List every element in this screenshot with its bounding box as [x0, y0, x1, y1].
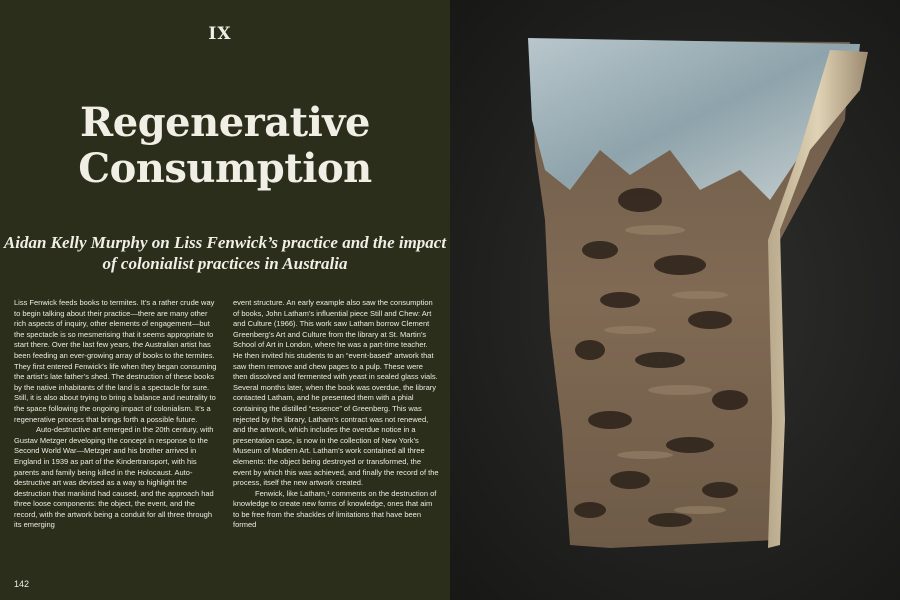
article-subtitle: Aidan Kelly Murphy on Liss Fenwick’s practice and the impact of colonialist practices in Australia: [3, 233, 447, 273]
article-title: Regenerative Consumption: [78, 99, 372, 192]
body-text: [14, 298, 439, 573]
paragraph: event structure. An early example also saw the consumption of books, John Latham’s influential piece Still and Chew: Art and Culture (1966). This work saw Latham borrow Clement Greenberg’s Art and Culture from the library at St. Martin’s School of Art in London, where he was a part-time teacher. He then invited his students to an “event-based” artwork that saw them remove and chew pages to a pulp. These were then dissolved and fermented with yeast in sealed glass vials. Several months later, when the book was overdue, the library contacted Latham, and he presented them with a phial containing the distilled “essence” of Greenberg. This was rejected by the library, Latham’s contract was not renewed, and the artwork, which includes the overdue notice in a presentation case, is now in the collection of New York’s Museum of Modern Art. Latham’s work contained all three elements: the object being destroyed or transformed, the event by which this was achieved, and finally the record of the process, itself the new artwork created.: [233, 298, 439, 488]
right-page: [450, 0, 900, 600]
section-number: IX: [208, 24, 232, 44]
paragraph: Liss Fenwick feeds books to termites. It’s a rather crude way to begin talking about their practice—there are many other rich aspects of inquiry, other elements of engagement—but the spectacle is so mesmerising that it seems appropriate to start there. Over the last few years, the Australian artist has been feeding an ever-growing array of books to the termites. They first entered Fenwick’s life when they began consuming the artist’s late father’s shed. The destruction of these books by the native inhabitants of the land is a spectacle for sure. Still, it is also about trying to bring a balance and neutrality to the space following the ongoing impact of colonialism. It’s a regenerative process that brings forth a possible future.: [14, 298, 217, 424]
paragraph: Auto-destructive art emerged in the 20th century, with Gustav Metzger developing the concept in response to the Second World War—Metzger and his brother arrived in England in 1939 as part of the Kindertransport, with his parents and family being killed in the Holocaust. Auto-destructive art was devised as a way to highlight the destruction that mankind had caused, and the approach had three loose components: the object, the event, and the record, with the artwork being a conduit for all three through its emerging: [14, 425, 214, 530]
body-column-2: [233, 298, 439, 573]
body-column-1: [14, 298, 220, 573]
paragraph: Fenwick, like Latham,¹ comments on the destruction of knowledge to create new forms of knowledge, ones that aim to be free from the shackles of limitations that have been formed: [233, 488, 437, 530]
termite-eaten-book-photo: [450, 0, 900, 600]
page-number: 142: [14, 579, 30, 589]
